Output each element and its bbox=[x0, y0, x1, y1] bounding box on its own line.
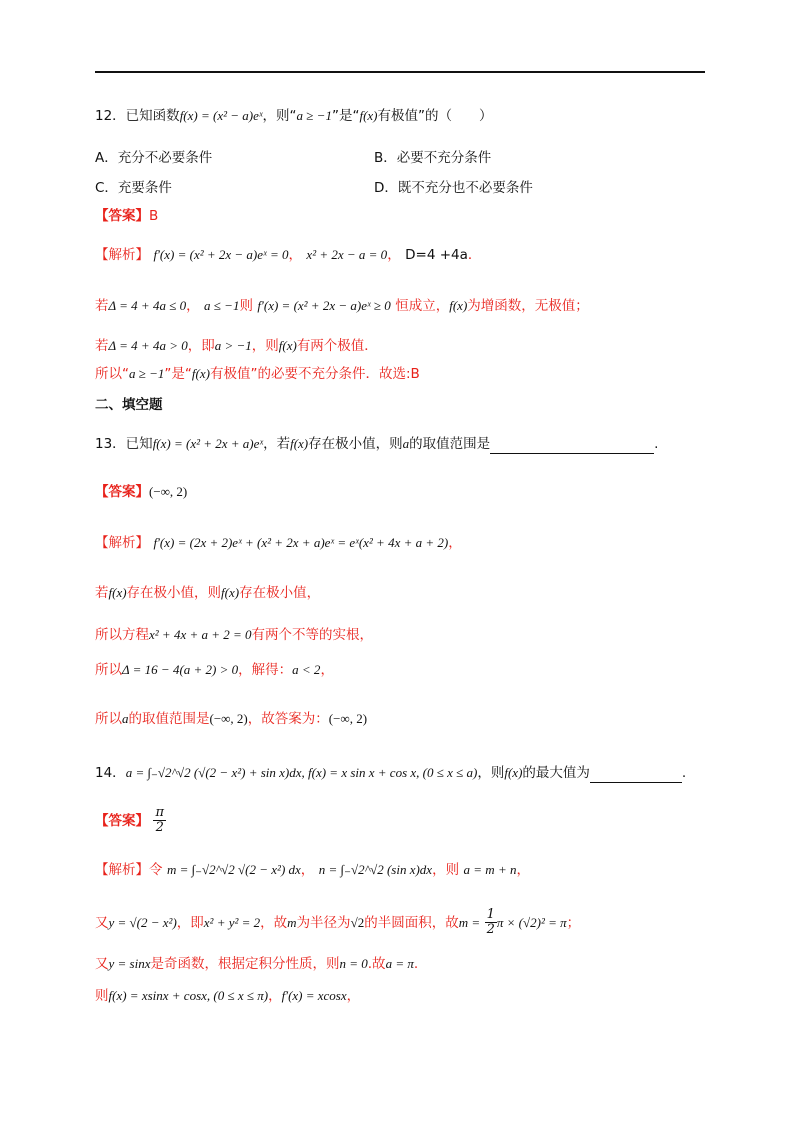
q12-analysis-line2: 若Δ = 4 + 4a ≤ 0， a ≤ −1则 f′(x) = (x² + 2x − a)eˣ ≥ 0 恒成立，f(x)为增函数，无极值； bbox=[95, 298, 589, 314]
q14-answer: 【答案】 $\frac{\pi}{2}$ bbox=[95, 805, 164, 836]
q14-analysis-line2: 又y = √(2 − x²)，即x² + y² = 2，故m为半径为√2的半圆面积，故m = $\frac{1}{2}$ π × (√2)² = π； bbox=[95, 907, 581, 938]
q14-analysis-line3: 又y = sinx是奇函数，根据定积分性质，则n = 0.故a = π. bbox=[95, 956, 419, 972]
q13-analysis-line4: 所以Δ = 16 − 4(a + 2) > 0，解得：a < 2， bbox=[95, 662, 334, 678]
q12-option-b: B．必要不充分条件 bbox=[374, 150, 492, 166]
q12-analysis-line1: 【解析】 f′(x) = (x² + 2x − a)eˣ = 0， x² + 2x − a = 0， D=4 +4a． bbox=[95, 247, 482, 263]
q12-option-a: A．充分不必要条件 bbox=[95, 150, 213, 166]
q13-analysis-line5: 所以a的取值范围是(−∞, 2)，故答案为：(−∞, 2) bbox=[95, 711, 368, 727]
header-rule bbox=[95, 71, 705, 73]
q14-half-fraction: $\frac{1}{2}$ bbox=[486, 907, 495, 938]
q13-blank[interactable] bbox=[490, 436, 654, 454]
q14-blank[interactable] bbox=[590, 765, 682, 783]
q13-stem: 13．已知f(x) = (x² + 2x + a)eˣ，若f(x)存在极小值，则a的取值范围是 . bbox=[95, 436, 659, 452]
q14-answer-fraction: $\frac{\pi}{2}$ bbox=[155, 805, 164, 836]
q12-option-c: C．充要条件 bbox=[95, 180, 172, 196]
q13-analysis-line1: 【解析】 f′(x) = (2x + 2)eˣ + (x² + 2x + a)eˣ = eˣ(x² + 4x + a + 2)， bbox=[95, 535, 462, 551]
q13-analysis-line2: 若f(x)存在极小值，则f(x)存在极小值， bbox=[95, 585, 321, 601]
q14-analysis-line4: 则f(x) = xsinx + cosx, (0 ≤ x ≤ π)，f′(x) = xcosx， bbox=[95, 988, 361, 1004]
q12-stem: 12．已知函数f(x) = (x² − a)eˣ，则“a ≥ −1”是“f(x)有极值”的（ ） bbox=[95, 108, 493, 124]
q12-analysis-line4: 所以“a ≥ −1”是“f(x)有极值”的必要不充分条件．故选:B bbox=[95, 366, 420, 382]
q12-analysis-line3: 若Δ = 4 + 4a > 0，即a > −1，则f(x)有两个极值． bbox=[95, 338, 378, 354]
section-title: 二、填空题 bbox=[95, 397, 163, 413]
q13-analysis-line3: 所以方程x² + 4x + a + 2 = 0有两个不等的实根， bbox=[95, 627, 374, 643]
q14-stem: 14．a = ∫₋√2^√2 (√(2 − x²) + sin x)dx, f(x) = x sin x + cos x, (0 ≤ x ≤ a)，则f(x)的最大值为 . bbox=[95, 765, 687, 781]
q14-analysis-line1: 【解析】令 m = ∫₋√2^√2 √(2 − x²) dx， n = ∫₋√2^√2 (sin x)dx，则 a = m + n， bbox=[95, 862, 530, 878]
q12-option-d: D．既不充分也不必要条件 bbox=[374, 180, 533, 196]
q13-answer: 【答案】(−∞, 2) bbox=[95, 484, 188, 500]
q12-answer: 【答案】B bbox=[95, 208, 159, 224]
